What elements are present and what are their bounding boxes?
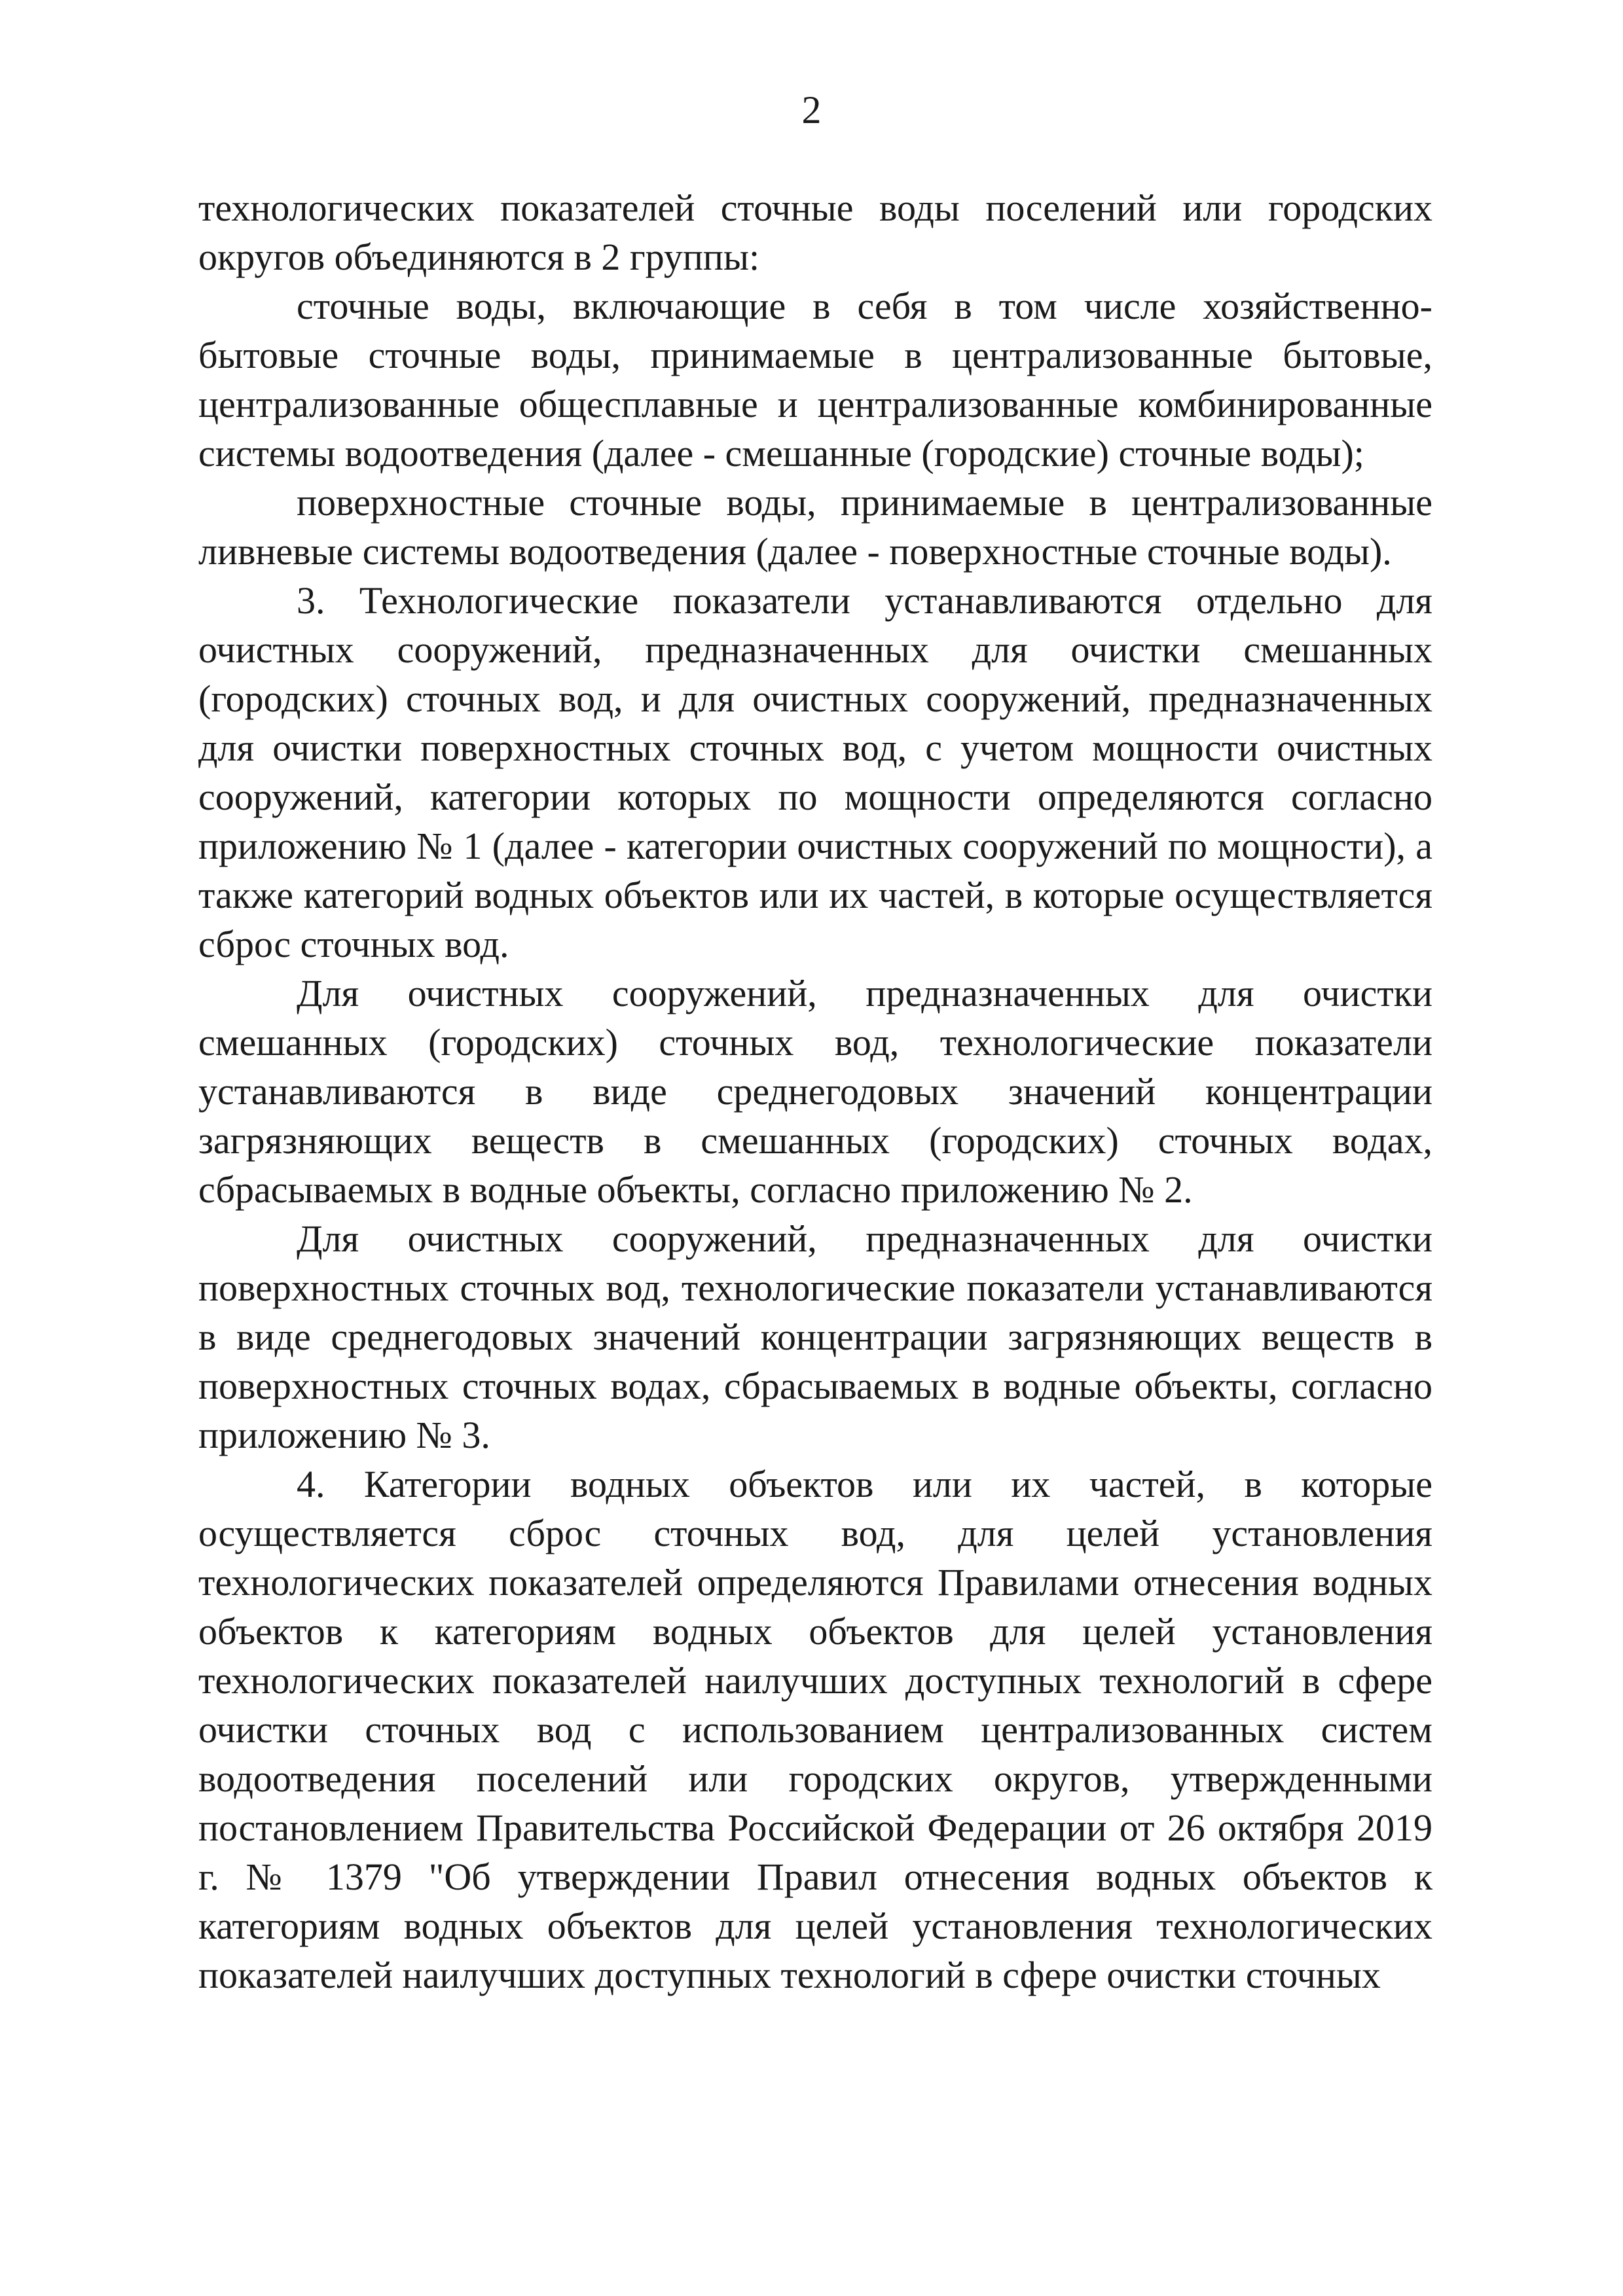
paragraph-item-4: 4. Категории водных объектов или их частей, в которые осуществляется сброс сточных вод, для целей установления технологических показателей определяются Правилами отнесения водных объектов к категориям водных объектов для целей установления технологических показателей наилучших доступных технологий в сфере очистки сточных вод с использованием централизованных систем водоотведения поселений или городских округов, утвержденными постановлением Правительства Российской Федерации от 26 октября 2019 г. № 1379 "Об утверждении Правил отнесения водных объектов к категориям водных объектов для целей установления технологических показателей наилучших доступных технологий в сфере очистки сточных — [198, 1463, 1432, 1996]
paragraph-mixed-wastewater: сточные воды, включающие в себя в том числе хозяйственно-бытовые сточные воды, принимаемые в централизованные бытовые, централизованные общесплавные и централизованные комбинированные системы водоотведения (далее - смешанные (городские) сточные воды); — [198, 285, 1432, 475]
paragraph-item-3: 3. Технологические показатели устанавливаются отдельно для очистных сооружений, предназначенных для очистки смешанных (городских) сточных вод, и для очистных сооружений, предназначенных для очистки поверхностных сточных вод, с учетом мощности очистных сооружений, категории которых по мощности определяются согласно приложению № 1 (далее - категории очистных сооружений по мощности), а также категорий водных объектов или их частей, в которые осуществляется сброс сточных вод. — [198, 579, 1432, 965]
page-number: 2 — [801, 88, 822, 132]
document-body — [198, 183, 1432, 2000]
paragraph-surface-wastewater: поверхностные сточные воды, принимаемые в централизованные ливневые системы водоотведения (далее - поверхностные сточные воды). — [198, 481, 1432, 573]
paragraph-mixed-indicators: Для очистных сооружений, предназначенных для очистки смешанных (городских) сточных вод, технологические показатели устанавливаются в виде среднегодовых значений концентрации загрязняющих веществ в смешанных (городских) сточных водах, сбрасываемых в водные объекты, согласно приложению № 2. — [198, 972, 1432, 1211]
paragraph-intro: технологических показателей сточные воды поселений или городских округов объединяются в 2 группы: — [198, 187, 1432, 278]
paragraph-surface-indicators: Для очистных сооружений, предназначенных для очистки поверхностных сточных вод, технологические показатели устанавливаются в виде среднегодовых значений концентрации загрязняющих веществ в поверхностных сточных водах, сбрасываемых в водные объекты, согласно приложению № 3. — [198, 1217, 1432, 1456]
